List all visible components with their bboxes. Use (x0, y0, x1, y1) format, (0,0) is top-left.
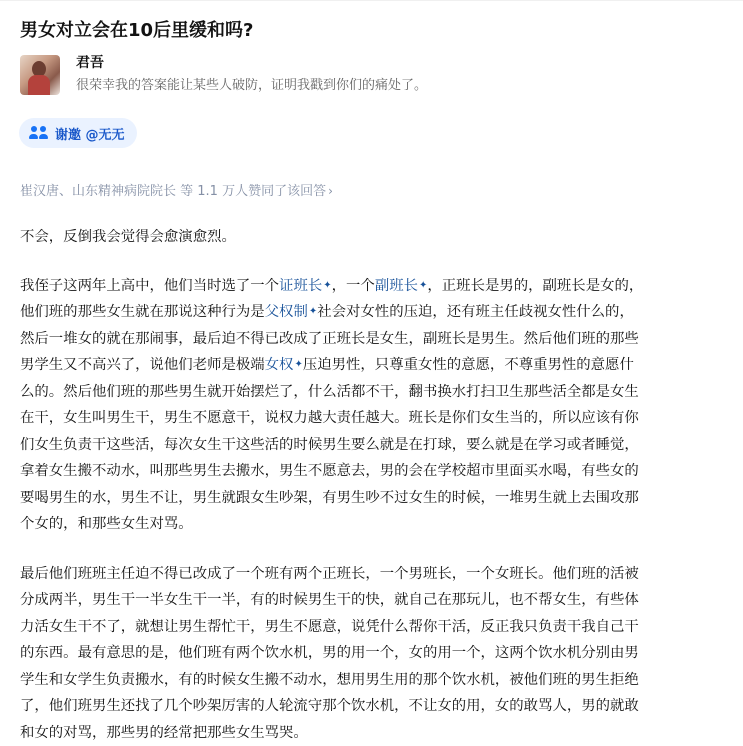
text-line: 他们班的那些女生就在那说这种行为是父权制✦社会对女性的压迫，还有班主任歧视女性什么的， (20, 299, 725, 326)
people-icon (29, 125, 49, 141)
text-line: 么的。然后他们班的那些男生就开始摆烂了，什么活都不干，翻书换水打扫卫生那些活全都是女生 (20, 379, 725, 406)
keyword-link[interactable]: 证班长✦ (279, 278, 332, 294)
sparkle-icon: ✦ (309, 306, 317, 317)
text-line: 男学生又不高兴了，说他们老师是极端女权✦压迫男性，只尊重女性的意愿，不尊重男性的意愿什 (20, 352, 725, 379)
question-title[interactable]: 男女对立会在10后里缓和吗? (20, 18, 254, 44)
keyword-link[interactable]: 副班长✦ (375, 278, 428, 294)
text-line: 和女的对骂，那些男的经常把那些女生骂哭。 (20, 720, 725, 746)
sparkle-icon: ✦ (419, 280, 427, 291)
text-line: 力活女生干不了，就想让男生帮忙干，男生不愿意，说凭什么帮你干活，反正我只负责干我自己干 (20, 614, 725, 641)
chevron-right-icon: › (328, 184, 333, 198)
sparkle-icon: ✦ (294, 359, 302, 370)
vote-summary[interactable] (20, 181, 333, 202)
author-bio: 很荣幸我的答案能让某些人破防，证明我戳到你们的痛处了。 (76, 76, 427, 96)
answer-paragraph (20, 273, 725, 538)
vote-summary-text: 崔汉唐、山东精神病院院长 等 1.1 万人赞同了该回答 (20, 184, 326, 199)
text-line: 要喝男生的水，男生不让，男生就跟女生吵架，有男生吵不过女生的时候，一堆男生就上去围攻那 (20, 485, 725, 512)
text-line: 的东西。最有意思的是，他们班有两个饮水机，男的用一个，女的用一个，这两个饮水机分别由男 (20, 640, 725, 667)
text-line: 最后他们班班主任迫不得已改成了一个班有两个正班长，一个男班长，一个女班长。他们班的活被 (20, 561, 725, 588)
text-line: 个女的，和那些女生对骂。 (20, 511, 725, 538)
author-info (20, 55, 720, 101)
answer-paragraph: 不会，反倒我会觉得会愈演愈烈。 (20, 224, 725, 251)
text-line: 学生和女学生负责搬水，有的时候女生搬不动水，想用男生用的那个饮水机，被他们班的男生拒绝 (20, 667, 725, 694)
invite-label: 谢邀 @无无 (55, 124, 125, 143)
text-line: 们女生负责干这些活，每次女生干这些活的时候男生要么就是在打球，要么就是在学习或者睡觉， (20, 432, 725, 459)
invite-badge[interactable] (19, 118, 137, 148)
text-line: 我侄子这两年上高中，他们当时选了一个证班长✦，一个副班长✦，正班长是男的，副班长是女的， (20, 273, 725, 300)
answer-content (20, 224, 725, 746)
text-line: 了，他们班男生还找了几个吵架厉害的人轮流守那个饮水机，不让女的用，女的敢骂人，男的就敢 (20, 693, 725, 720)
sparkle-icon: ✦ (323, 280, 331, 291)
divider (0, 0, 743, 1)
text-line: 拿着女生搬不动水，叫那些男生去搬水，男生不愿意去，男的会在学校超市里面买水喝，有些女的 (20, 458, 725, 485)
text-line: 然后一堆女的就在那闹事，最后迫不得已改成了正班长是女生，副班长是男生。然后他们班的那些 (20, 326, 725, 353)
keyword-link[interactable]: 女权✦ (265, 357, 303, 373)
keyword-link[interactable]: 父权制✦ (265, 304, 318, 320)
answer-paragraph (20, 561, 725, 746)
text-line: 在干，女生叫男生干，男生不愿意干，说权力越大责任越大。班长是你们女生当的，所以应该有你 (20, 405, 725, 432)
author-name[interactable]: 君吾 (76, 53, 104, 73)
text-line: 分成两半，男生干一半女生干一半，有的时候男生干的快，就自己在那玩儿，也不帮女生，有些体 (20, 587, 725, 614)
avatar[interactable] (20, 55, 60, 95)
